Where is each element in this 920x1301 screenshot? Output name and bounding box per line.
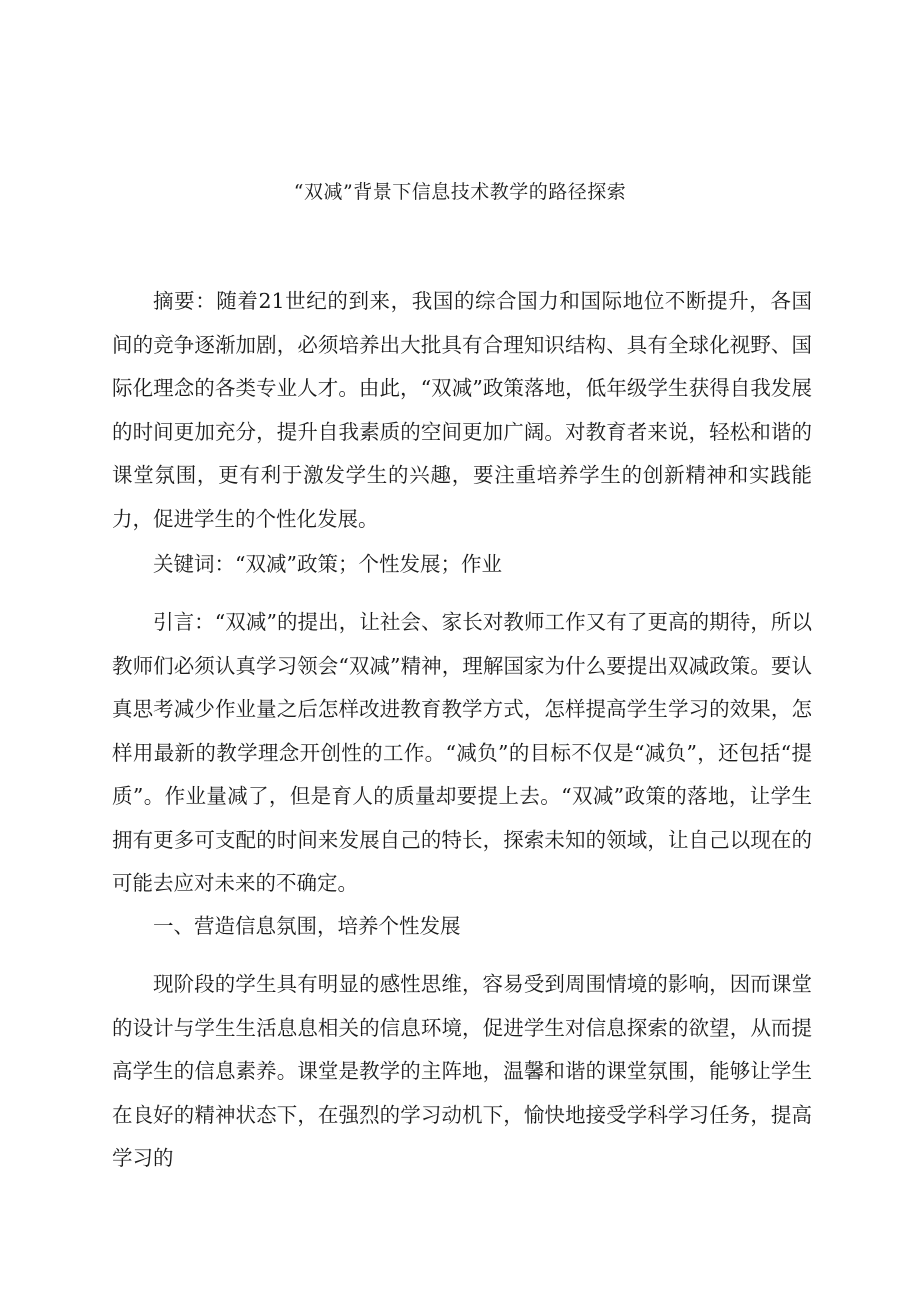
abstract-label: 摘要： [153, 289, 217, 313]
intro-text: “双减”的提出，让社会、家长对教师工作又有了更高的期待，所以教师们必须认真学习领会“双减”精神，理解国家为什么要提出双减政策。要认真思考减少作业量之后怎样改进教育教学方式，怎样提高学生学习的效果，怎样用最新的教学理念开创性的工作。“减负”的目标不仅是“减负”，还包括“提质”。作业量减了，但是育人的质量却要提上去。“双减”政策的落地，让学生拥有更多可支配的时间来发展自己的特长，探索未知的领域，让自己以现在的可能去应对未来的不确定。 [112, 610, 813, 895]
intro-label: 引言： [153, 610, 215, 634]
abstract-paragraph [112, 280, 812, 541]
section-heading: 一、营造信息氛围，培养个性发展 [153, 914, 461, 938]
keywords-paragraph [112, 543, 812, 587]
keywords-label: 关键词： [153, 552, 235, 576]
section-paragraph: 现阶段的学生具有明显的感性思维，容易受到周围情境的影响，因而课堂的设计与学生生活息息相关的信息环境，促进学生对信息探索的欲望，从而提高学生的信息素养。课堂是教学的主阵地，温馨和谐的课堂氛围，能够让学生在良好的精神状态下，在强烈的学习动机下，愉快地接受学科学习任务，提高学习的 [112, 972, 812, 1170]
abstract-text: 随着21世纪的到来，我国的综合国力和国际地位不断提升，各国间的竞争逐渐加剧，必须培养出大批具有合理知识结构、具有全球化视野、国际化理念的各类专业人才。由此，“双减”政策落地，低年级学生获得自我发展的时间更加充分，提升自我素质的空间更加广阔。对教育者来说，轻松和谐的课堂氛围，更有利于激发学生的兴趣，要注重培养学生的创新精神和实践能力，促进学生的个性化发展。 [112, 289, 812, 531]
keywords-text: “双减”政策；个性发展；作业 [235, 552, 502, 576]
document-title: “双减”背景下信息技术教学的路径探索 [293, 181, 627, 203]
intro-paragraph [112, 601, 812, 906]
